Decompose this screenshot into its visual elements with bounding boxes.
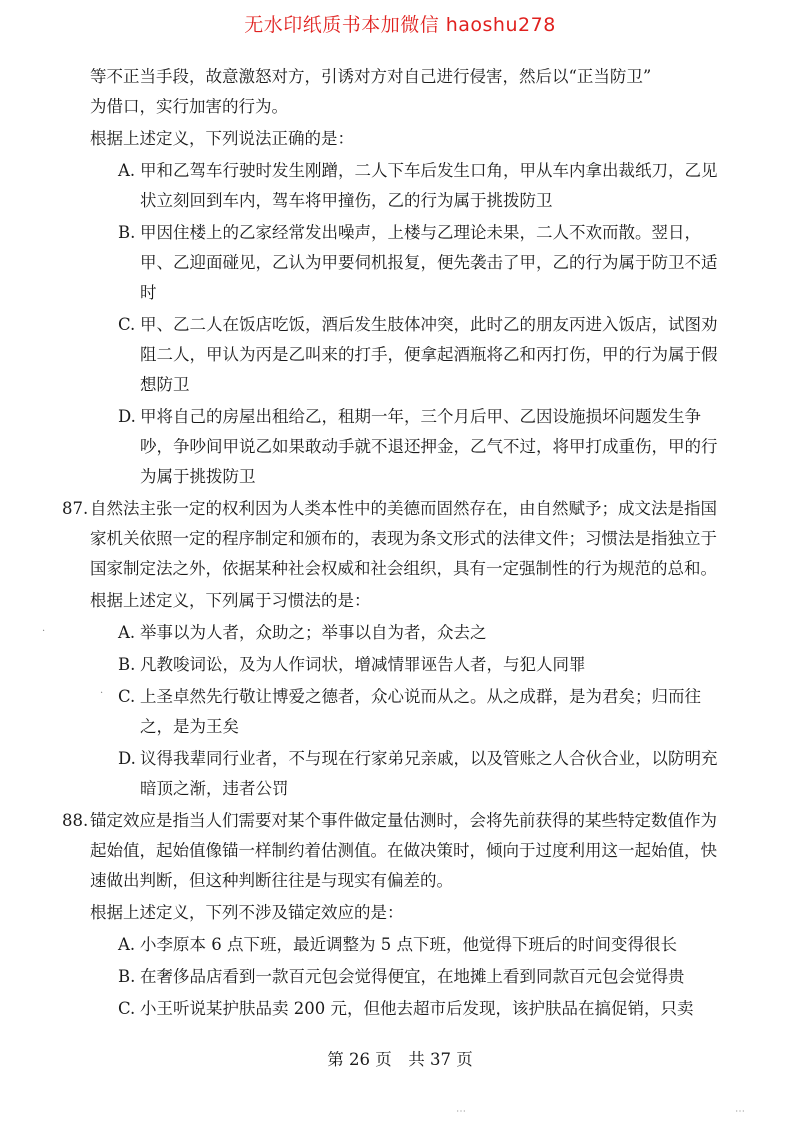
q88-option-b (90, 962, 722, 992)
q86-prompt: 根据上述定义，下列说法正确的是： (90, 129, 354, 148)
option-text: 在奢侈品店看到一款百元包会觉得便宜，在地摊上看到同款百元包会觉得贵 (140, 967, 685, 986)
option-text: 小李原本 6 点下班，最近调整为 5 点下班，他觉得下班后的时间变得很长 (140, 935, 677, 954)
q86-option-d (90, 402, 722, 492)
option-text: 甲因住楼上的乙家经常发出噪声，上楼与乙理论未果，二人不欢而散。翌日，甲、乙迎面碰见，乙认为甲要伺机报复，便先袭击了甲，乙的行为属于防卫不适时 (140, 223, 718, 302)
option-text: 甲和乙驾车行驶时发生刚蹭，二人下车后发生口角，甲从车内拿出裁纸刀，乙见状立刻回到车内，驾车将甲撞伤，乙的行为属于挑拨防卫 (140, 161, 718, 210)
option-text: 议得我辈同行业者，不与现在行家弟兄亲戚，以及管账之人合伙合业，以防明充暗顶之渐，违者公罚 (140, 749, 718, 798)
q88-options (90, 930, 722, 1024)
option-text: 小王听说某护肤品卖 200 元，但他去超市后发现，该护肤品在搞促销，只卖 (140, 999, 694, 1018)
option-text: 甲、乙二人在饭店吃饭，酒后发生肢体冲突，此时乙的朋友丙进入饭店，试图劝阻二人，甲认为丙是乙叫来的打手，便拿起酒瓶将乙和丙打伤，甲的行为属于假想防卫 (140, 315, 718, 394)
page-content (62, 62, 722, 1024)
question-prompt: 根据上述定义，下列属于习惯法的是： (90, 591, 371, 610)
option-letter: C. (118, 999, 136, 1018)
option-letter: C. (118, 687, 136, 706)
q86-option-a (90, 156, 722, 216)
scan-speck: ⋯ (456, 1106, 466, 1117)
q87-option-a (90, 618, 722, 648)
page-footer: 第 26 页 共 37 页 (327, 1050, 473, 1069)
q87-option-c (90, 682, 722, 742)
q88-option-a (90, 930, 722, 960)
q86-option-b (90, 218, 722, 308)
option-letter: C. (118, 315, 136, 334)
question-87 (62, 494, 722, 616)
intro-line-1: 等不正当手段，故意激怒对方，引诱对方对自己进行侵害，然后以“正当防卫” (90, 67, 652, 86)
option-letter: A. (118, 935, 136, 954)
question-88 (62, 806, 722, 928)
q86-options (90, 156, 722, 492)
option-letter: D. (118, 749, 136, 768)
option-text: 举事以为人者，众助之；举事以自为者，众去之 (140, 623, 487, 642)
scan-speck: ⋯ (735, 1106, 745, 1117)
q86-option-c (90, 310, 722, 400)
question-number: 88. (62, 811, 89, 830)
option-letter: A. (118, 623, 136, 642)
option-letter: A. (118, 161, 136, 180)
scan-speck: · (42, 626, 46, 637)
option-text: 甲将自己的房屋出租给乙，租期一年，三个月后甲、乙因设施损坏问题发生争吵，争吵间甲说乙如果敢动手就不退还押金，乙气不过，将甲打成重伤，甲的行为属于挑拨防卫 (140, 407, 718, 486)
option-letter: B. (118, 223, 136, 242)
q87-option-d (90, 744, 722, 804)
intro-line-2: 为借口，实行加害的行为。 (90, 97, 288, 116)
scan-speck: · (100, 688, 104, 699)
option-letter: B. (118, 967, 136, 986)
watermark-text: 无水印纸质书本加微信 haoshu278 (244, 14, 556, 36)
option-text: 上圣卓然先行敬让博爱之德者，众心说而从之。从之成群，是为君矣；归而往之，是为王矣 (140, 687, 701, 736)
q88-option-c (90, 994, 722, 1024)
q87-options (90, 618, 722, 804)
question-prompt: 根据上述定义，下列不涉及锚定效应的是： (90, 903, 404, 922)
option-letter: D. (118, 407, 136, 426)
question-number: 87. (62, 499, 89, 518)
option-text: 凡教唆词讼，及为人作词状，增减情罪诬告人者，与犯人同罪 (140, 655, 586, 674)
question-stem: 锚定效应是指当人们需要对某个事件做定量估测时，会将先前获得的某些特定数值作为起始值，起始值像锚一样制约着估测值。在做决策时，倾向于过度利用这一起始值，快速做出判断，但这种判断往往是与现实有偏差的。 (90, 811, 717, 890)
question-stem: 自然法主张一定的权利因为人类本性中的美德而固然存在，由自然赋予；成文法是指国家机关依照一定的程序制定和颁布的，表现为条文形式的法律文件；习惯法是指独立于国家制定法之外，依据某种社会权威和社会组织，具有一定强制性的行为规范的总和。 (90, 499, 717, 578)
q87-option-b (90, 650, 722, 680)
option-letter: B. (118, 655, 136, 674)
